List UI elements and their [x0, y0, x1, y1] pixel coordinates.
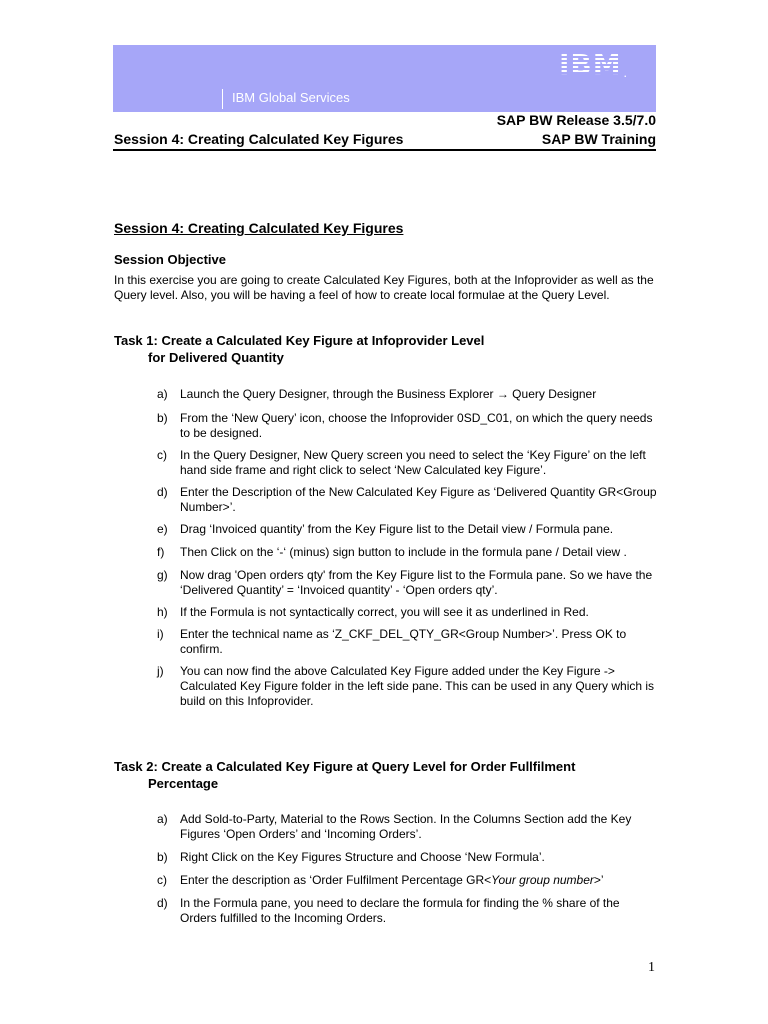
item-text: In the Formula pane, you need to declare the formula for finding the % share of the Orders fulfilled to the Incoming Orders.	[180, 896, 620, 925]
banner-service-text: IBM Global Services	[232, 90, 350, 105]
item-label: h)	[157, 605, 168, 619]
task1-heading-line1: Task 1: Create a Calculated Key Figure at Infoprovider Level	[114, 333, 485, 348]
item-text: Then Click on the ‘-‘ (minus) sign button to include in the formula pane / Detail view .	[180, 545, 627, 559]
ibm-logo-mark: .	[624, 69, 627, 79]
item-label: f)	[157, 545, 165, 559]
list-item	[114, 545, 659, 560]
item-label: c)	[157, 448, 167, 462]
item-text-suffix: >’	[593, 873, 604, 887]
item-text: If the Formula is not syntactically correct, you will see it as underlined in Red.	[180, 605, 589, 619]
list-item	[114, 850, 659, 865]
task1-heading	[114, 332, 484, 366]
task2-heading	[114, 758, 575, 792]
item-text: Now drag 'Open orders qty' from the Key Figure list to the Formula pane. So we have the ‘Delivered Quantity’ = ‘Invoiced quantity’ - ‘Open orders qty’.	[180, 568, 653, 597]
item-text: Enter the technical name as ‘Z_CKF_DEL_QTY_GR<Group Number>’. Press OK to confirm.	[180, 627, 627, 656]
list-item	[114, 664, 659, 709]
header-session: Session 4: Creating Calculated Key Figures	[114, 131, 404, 147]
item-label: c)	[157, 873, 167, 887]
item-label: a)	[157, 387, 168, 401]
list-item	[114, 387, 659, 402]
item-text-prefix: Enter the description as ‘Order Fulfilment Percentage GR<	[180, 873, 492, 887]
item-text: Drag ‘Invoiced quantity’ from the Key Figure list to the Detail view / Formula pane.	[180, 522, 614, 536]
item-label: b)	[157, 411, 168, 425]
item-label: e)	[157, 522, 168, 536]
item-label: d)	[157, 896, 168, 910]
ibm-logo: IBM	[559, 48, 622, 81]
list-item	[114, 522, 659, 537]
page-title: Session 4: Creating Calculated Key Figures	[114, 220, 404, 236]
list-item	[114, 411, 659, 441]
list-item	[114, 627, 659, 657]
objective-text: In this exercise you are going to create Calculated Key Figures, both at the Infoprovider as well as the Query level. Also, you will be having a feel of how to create local formulae at the Query Level.	[114, 273, 654, 302]
item-label: b)	[157, 850, 168, 864]
item-label: i)	[157, 627, 164, 641]
list-item	[114, 448, 659, 478]
task2-heading-line2: Percentage	[148, 776, 219, 791]
task2-steps	[114, 812, 659, 926]
item-label: a)	[157, 812, 168, 826]
item-text-italic: Your group number	[491, 873, 594, 887]
item-text: Add Sold-to-Party, Material to the Rows Section. In the Columns Section add the Key Figures ‘Open Orders’ and ‘Incoming Orders’.	[180, 812, 632, 841]
item-text: You can now find the above Calculated Key Figure added under the Key Figure -> Calculated Key Figure folder in the left side pane. This can be used in any Query which is build on this Infoprovider.	[180, 664, 655, 708]
objective-heading: Session Objective	[114, 252, 226, 267]
list-item	[114, 873, 659, 888]
header-release: SAP BW Release 3.5/7.0	[496, 112, 656, 128]
item-label: g)	[157, 568, 168, 582]
list-item	[114, 896, 659, 926]
item-label: d)	[157, 485, 168, 499]
task2-heading-line1: Task 2: Create a Calculated Key Figure at Query Level for Order Fullfilment	[114, 759, 576, 774]
banner-divider	[222, 89, 223, 109]
list-item	[114, 568, 659, 598]
header-rule	[113, 149, 656, 151]
list-item	[114, 812, 659, 842]
header-training: SAP BW Training	[541, 131, 656, 147]
header-banner	[113, 45, 656, 112]
task1-steps	[114, 387, 659, 709]
item-text: Right Click on the Key Figures Structure and Choose ‘New Formula’.	[180, 850, 545, 864]
item-text: Enter the Description of the New Calculated Key Figure as ‘Delivered Quantity GR<Group Number>’.	[180, 485, 657, 514]
item-text: From the ‘New Query’ icon, choose the Infoprovider 0SD_C01, on which the query needs to be designed.	[180, 411, 653, 440]
item-text: Launch the Query Designer, through the Business Explorer → Query Designer	[180, 387, 597, 401]
item-text	[180, 873, 659, 888]
item-text: In the Query Designer, New Query screen you need to select the ‘Key Figure’ on the left hand side frame and right click to select ‘New Calculated key Figure’.	[180, 448, 646, 477]
task1-heading-line2: for Delivered Quantity	[148, 350, 284, 365]
item-label: j)	[157, 664, 164, 678]
page-number: 1	[648, 960, 655, 975]
list-item	[114, 485, 659, 515]
list-item	[114, 605, 659, 620]
